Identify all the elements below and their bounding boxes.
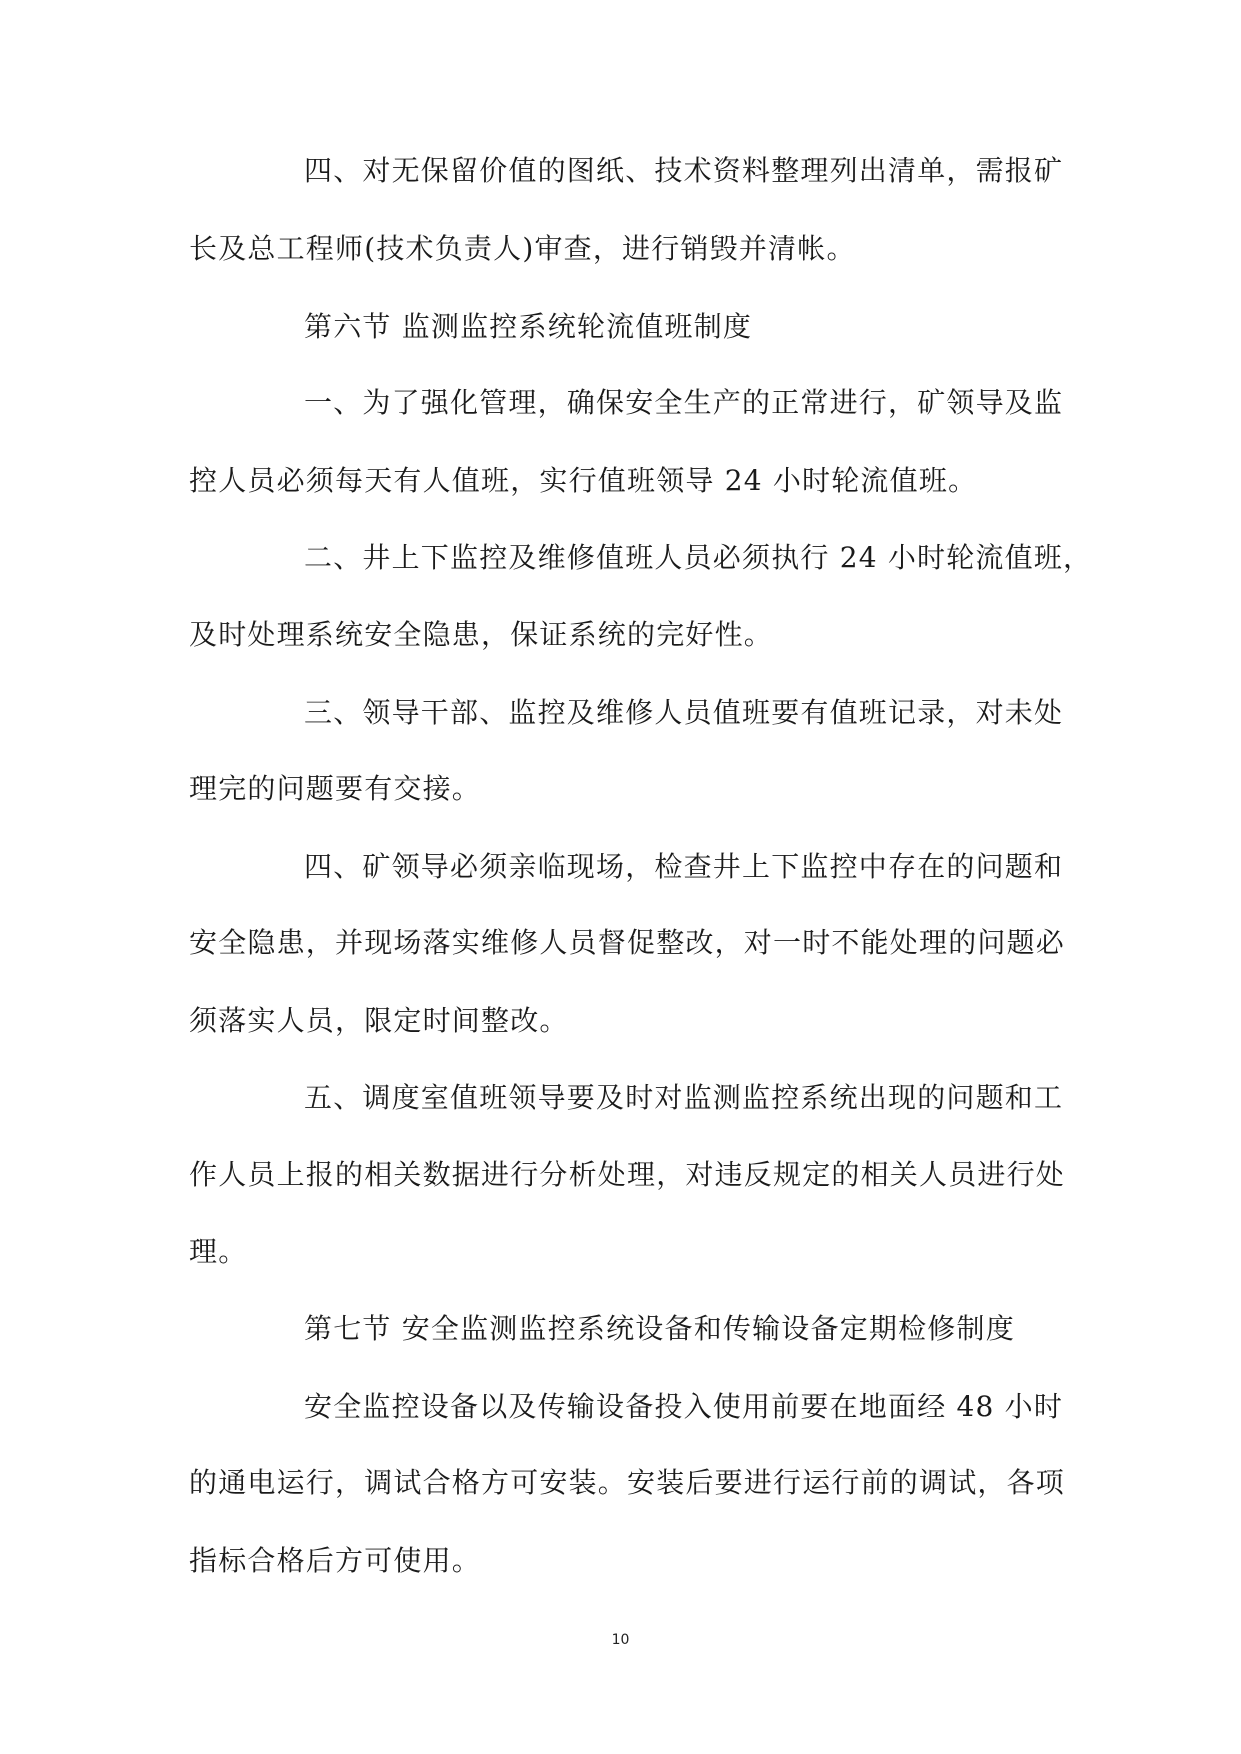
paragraph-line: 长及总工程师(技术负责人)审查，进行销毁并清帐。 (189, 232, 856, 265)
paragraph-line: 须落实人员，限定时间整改。 (189, 1004, 569, 1037)
paragraph-line: 理。 (189, 1235, 248, 1268)
paragraph-line: 的通电运行，调试合格方可安装。安装后要进行运行前的调试，各项 (189, 1466, 1066, 1499)
paragraph-line: 四、对无保留价值的图纸、技术资料整理列出清单，需报矿 (304, 154, 1064, 187)
paragraph-line: 控人员必须每天有人值班，实行值班领导 24 小时轮流值班。 (189, 464, 978, 497)
section-heading: 第六节 监测监控系统轮流值班制度 (304, 310, 753, 343)
paragraph-line: 指标合格后方可使用。 (189, 1544, 482, 1577)
paragraph-line: 五、调度室值班领导要及时对监测监控系统出现的问题和工 (304, 1081, 1064, 1114)
paragraph-line: 一、为了强化管理，确保安全生产的正常进行，矿领导及监 (304, 386, 1064, 419)
paragraph-line: 安全隐患，并现场落实维修人员督促整改，对一时不能处理的问题必 (189, 926, 1066, 959)
paragraph-line: 及时处理系统安全隐患，保证系统的完好性。 (189, 618, 774, 651)
section-heading: 第七节 安全监测监控系统设备和传输设备定期检修制度 (304, 1312, 1015, 1345)
paragraph-line: 作人员上报的相关数据进行分析处理，对违反规定的相关人员进行处 (189, 1158, 1066, 1191)
paragraph-line: 二、井上下监控及维修值班人员必须执行 24 小时轮流值班， (304, 541, 1093, 574)
paragraph-line: 四、矿领导必须亲临现场，检查井上下监控中存在的问题和 (304, 850, 1064, 883)
page-number: 10 (611, 1632, 630, 1648)
paragraph-line: 理完的问题要有交接。 (189, 772, 482, 805)
paragraph-line: 安全监控设备以及传输设备投入使用前要在地面经 48 小时 (304, 1390, 1064, 1423)
paragraph-line: 三、领导干部、监控及维修人员值班要有值班记录，对未处 (304, 696, 1064, 729)
